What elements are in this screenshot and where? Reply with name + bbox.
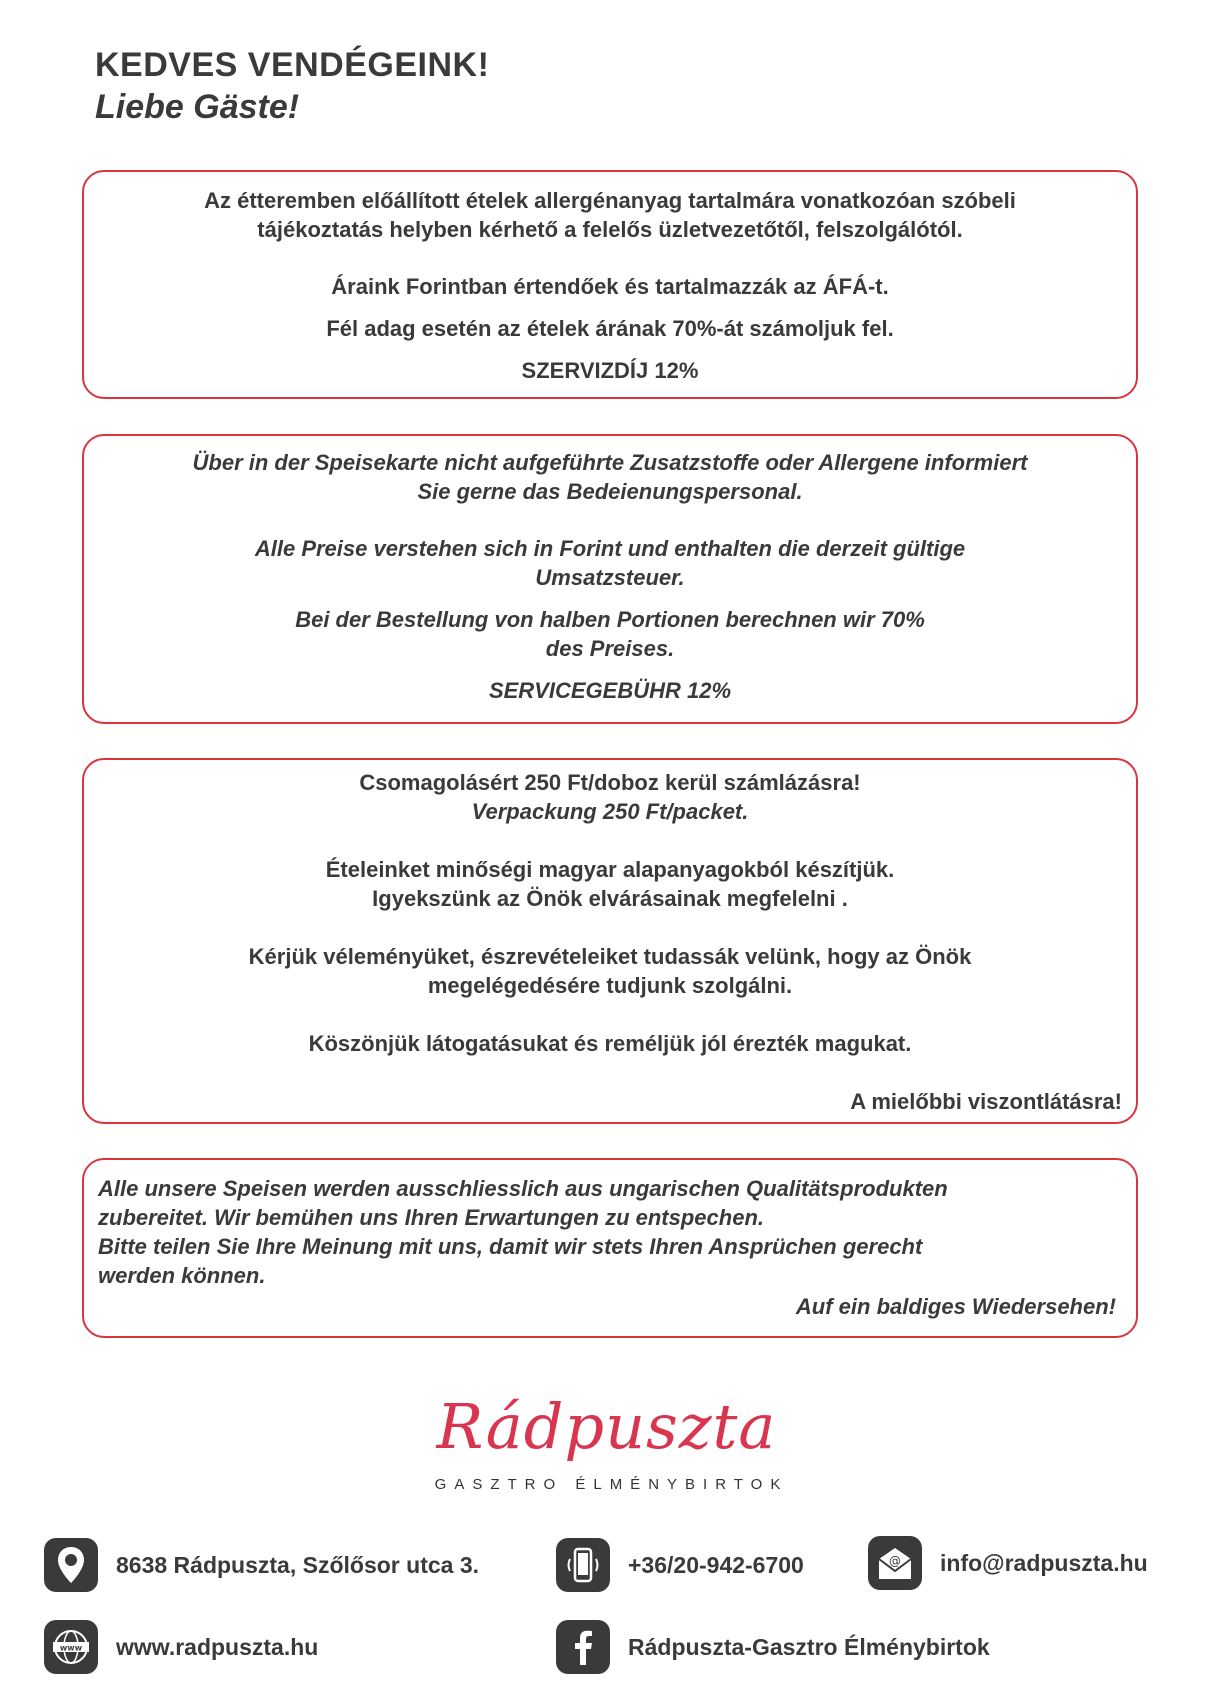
price-info-line: Áraink Forintban értendőek és tartalmazzák az ÁFÁ-t. <box>331 274 889 299</box>
half-portion-line-2: des Preises. <box>545 636 675 661</box>
packaging-german: Verpackung 250 Ft/packet. <box>471 799 749 824</box>
quality-line-2: zubereitet. Wir bemühen uns Ihren Erwartungen zu entspechen. <box>98 1205 765 1230</box>
service-fee-line: SERVICEGEBÜHR 12% <box>488 678 732 703</box>
svg-text:www: www <box>59 1643 83 1653</box>
farewell-line: A mielőbbi viszontlátásra! <box>850 1089 1122 1114</box>
mobile-phone-icon <box>556 1538 610 1592</box>
quality-line-1: Alle unsere Speisen werden ausschliesslich aus ungarischen Qualitätsprodukten <box>98 1176 948 1201</box>
address-text: 8638 Rádpuszta, Szőlősor utca 3. <box>116 1551 480 1578</box>
half-portion-line: Fél adag esetén az ételek árának 70%-át számoljuk fel. <box>326 316 894 341</box>
location-pin-icon <box>44 1538 98 1592</box>
email-envelope-icon <box>868 1536 922 1590</box>
contact-phone[interactable] <box>556 1538 804 1592</box>
allergen-info-line-2: tájékoztatás helyben kérhető a felelős üzletvezetőtől, felszolgálótól. <box>257 217 963 242</box>
allergen-info-line-2: Sie gerne das Bedeienungspersonal. <box>417 479 803 504</box>
service-fee-line: SZERVIZDÍJ 12% <box>521 358 699 383</box>
packaging-feedback-box <box>82 758 1138 1124</box>
thanks-line: Köszönjük látogatásukat és reméljük jól érezték magukat. <box>308 1031 912 1056</box>
allergen-info-line-1: Az étteremben előállított ételek allergénanyag tartalmára vonatkozóan szóbeli <box>204 188 1016 213</box>
svg-text:@: @ <box>889 1554 901 1568</box>
brand-logo <box>0 1392 1213 1493</box>
contact-facebook[interactable] <box>556 1620 990 1674</box>
globe-www-icon <box>44 1620 98 1674</box>
feedback-line-2: megelégedésére tudjunk szolgálni. <box>427 973 793 998</box>
contact-email[interactable] <box>868 1536 1148 1590</box>
price-info-line-2: Umsatzsteuer. <box>535 565 685 590</box>
logo-wordmark: Rádpuszta <box>436 1390 777 1463</box>
info-box-hungarian <box>82 170 1138 399</box>
farewell-line: Auf ein baldiges Wiedersehen! <box>795 1294 1116 1319</box>
logo-tagline: GASZTRO ÉLMÉNYBIRTOK <box>434 1476 789 1493</box>
allergen-info-line-1: Über in der Speisekarte nicht aufgeführte Zusatzstoffe oder Allergene informiert <box>192 450 1028 475</box>
contact-address <box>44 1538 479 1592</box>
feedback-line-2: werden können. <box>98 1263 266 1288</box>
facebook-icon <box>556 1620 610 1674</box>
feedback-line-1: Bitte teilen Sie Ihre Meinung mit uns, damit wir stets Ihren Ansprüchen gerecht <box>98 1234 923 1259</box>
phone-text[interactable]: +36/20-942-6700 <box>628 1551 804 1578</box>
page-heading <box>95 44 489 128</box>
email-text[interactable]: info@radpuszta.hu <box>940 1549 1148 1576</box>
half-portion-line-1: Bei der Bestellung von halben Portionen berechnen wir 70% <box>295 607 925 632</box>
facebook-text[interactable]: Rádpuszta-Gasztro Élménybirtok <box>628 1633 990 1660</box>
price-info-line-1: Alle Preise verstehen sich in Forint und enthalten die derzeit gültige <box>254 536 966 561</box>
packaging-hungarian: Csomagolásért 250 Ft/doboz kerül számlázásra! <box>359 770 861 795</box>
website-text[interactable]: www.radpuszta.hu <box>116 1633 319 1660</box>
heading-hungarian: KEDVES VENDÉGEINK! <box>95 46 490 84</box>
quality-box-german <box>82 1158 1138 1338</box>
contact-website[interactable] <box>44 1620 318 1674</box>
info-box-german <box>82 434 1138 724</box>
heading-german: Liebe Gäste! <box>95 88 300 126</box>
quality-line-1: Ételeinket minőségi magyar alapanyagokból készítjük. <box>325 857 895 882</box>
quality-line-2: Igyekszünk az Önök elvárásainak megfelelni . <box>372 886 848 911</box>
feedback-line-1: Kérjük véleményüket, észrevételeiket tudassák velünk, hogy az Önök <box>248 944 972 969</box>
